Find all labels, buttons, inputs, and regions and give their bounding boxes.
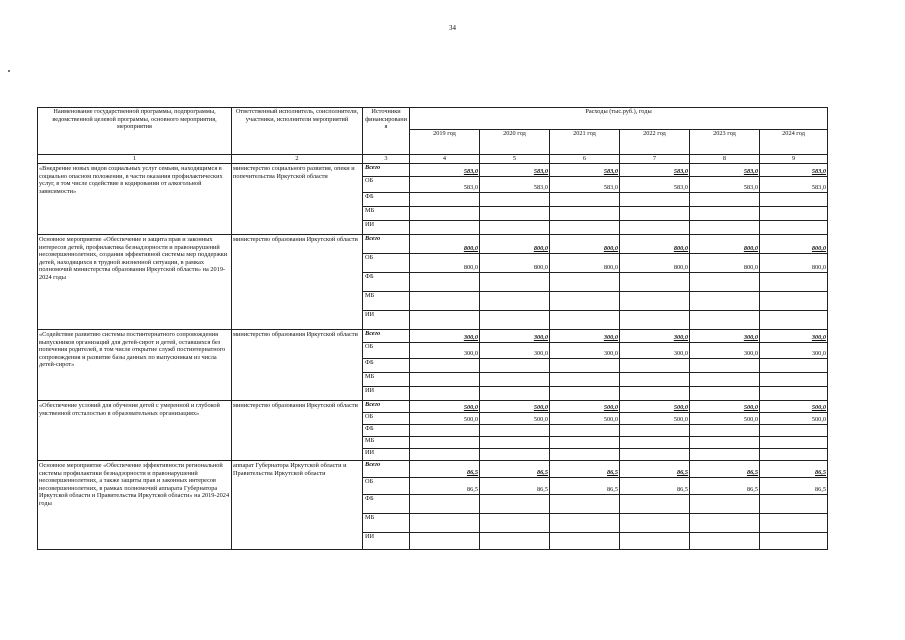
expense-value-2020-год <box>480 533 550 550</box>
expense-value-2022-год: 86,5 <box>620 461 690 478</box>
expense-value-2023-год: 800,0 <box>690 254 760 273</box>
column-number-7: 7 <box>620 155 690 164</box>
expense-value-2022-год <box>620 425 690 437</box>
expense-value-2019-год: 800,0 <box>410 235 480 254</box>
expense-value-2019-год <box>410 514 480 533</box>
funding-source: ОБ <box>363 413 410 425</box>
expense-value-2021-год: 86,5 <box>550 461 620 478</box>
expense-value-2023-год <box>690 359 760 373</box>
funding-source: ИИ <box>363 221 410 235</box>
budget-table <box>37 107 828 550</box>
expense-value-2019-год: 86,5 <box>410 478 480 495</box>
funding-source: ФБ <box>363 425 410 437</box>
funding-source: Всего <box>363 401 410 413</box>
expense-value-2024-год: 500,0 <box>760 413 828 425</box>
expense-value-2024-год: 300,0 <box>760 330 828 343</box>
expense-value-2022-год <box>620 311 690 330</box>
expense-value-2020-год: 583,0 <box>480 177 550 193</box>
funding-source: ФБ <box>363 495 410 514</box>
expense-value-2021-год <box>550 437 620 449</box>
funding-source: ФБ <box>363 193 410 207</box>
expense-value-2021-год: 583,0 <box>550 164 620 177</box>
expense-value-2021-год <box>550 359 620 373</box>
page-number: 34 <box>449 24 456 32</box>
measure-name: Основное мероприятие «Обеспечение эффективности региональной системы профилактики безнадзорности и правонарушений несовершеннолетних, а также защиты прав и законных интересов несовершеннолетних, в рамках полномочий аппарата Губернатора Иркутской области и Правительства Иркутской области» на 2019-2024 годы <box>38 461 232 550</box>
expense-value-2024-год <box>760 425 828 437</box>
expense-value-2019-год <box>410 221 480 235</box>
expense-value-2024-год: 500,0 <box>760 401 828 413</box>
year-header-4: 2023 год <box>690 130 760 155</box>
expense-value-2024-год: 583,0 <box>760 164 828 177</box>
expense-value-2022-год <box>620 514 690 533</box>
responsible-executor: министерство социального развития, опеки и попечительства Иркутской области <box>232 164 363 235</box>
expense-value-2020-год: 300,0 <box>480 330 550 343</box>
expense-value-2020-год <box>480 359 550 373</box>
expense-value-2020-год: 500,0 <box>480 401 550 413</box>
measure-name: «Внедрение новых видов социальных услуг семьям, находящимся в социально опасном положении, в части оказания профилактических услуг, в том числе содействие в кодировании от алкогольной зависимости» <box>38 164 232 235</box>
table-row <box>38 401 828 413</box>
expense-value-2019-год <box>410 292 480 311</box>
funding-source: ОБ <box>363 478 410 495</box>
column-number-5: 5 <box>480 155 550 164</box>
expense-value-2020-год <box>480 373 550 387</box>
expense-value-2022-год <box>620 193 690 207</box>
expense-value-2020-год: 800,0 <box>480 235 550 254</box>
expense-value-2024-год <box>760 533 828 550</box>
expense-value-2021-год: 800,0 <box>550 235 620 254</box>
funding-source: ИИ <box>363 533 410 550</box>
measure-name: «Обеспечение условий для обучения детей с умеренной и глубокой умственной отсталостью в образовательных организациях» <box>38 401 232 461</box>
column-number-1: 1 <box>38 155 232 164</box>
expense-value-2022-год: 583,0 <box>620 164 690 177</box>
funding-source: Всего <box>363 330 410 343</box>
expense-value-2024-год: 300,0 <box>760 343 828 359</box>
expense-value-2023-год <box>690 533 760 550</box>
table-row <box>38 461 828 478</box>
expense-value-2023-год <box>690 207 760 221</box>
funding-source: ОБ <box>363 254 410 273</box>
funding-source: МБ <box>363 373 410 387</box>
expense-value-2022-год <box>620 207 690 221</box>
expense-value-2021-год <box>550 514 620 533</box>
measure-name: «Содействие развитию системы постинтернатного сопровождения выпускников организаций для детей-сирот и детей, оставшихся без попечения родителей, в том числе открытие служб постинтернатного сопровождения и развитие базы данных по выпускникам из числа детей-сирот» <box>38 330 232 401</box>
expense-value-2024-год: 86,5 <box>760 478 828 495</box>
expense-value-2022-год <box>620 292 690 311</box>
expense-value-2024-год <box>760 221 828 235</box>
funding-source: Всего <box>363 461 410 478</box>
expense-value-2019-год <box>410 495 480 514</box>
expense-value-2020-год <box>480 425 550 437</box>
expense-value-2022-год: 500,0 <box>620 401 690 413</box>
expense-value-2020-год: 583,0 <box>480 164 550 177</box>
expense-value-2019-год <box>410 437 480 449</box>
expense-value-2021-год: 500,0 <box>550 413 620 425</box>
expense-value-2019-год <box>410 273 480 292</box>
expense-value-2021-год: 800,0 <box>550 254 620 273</box>
expense-value-2022-год <box>620 495 690 514</box>
expense-value-2024-год: 800,0 <box>760 254 828 273</box>
expense-value-2024-год: 583,0 <box>760 177 828 193</box>
expense-value-2023-год <box>690 425 760 437</box>
expense-value-2023-год: 500,0 <box>690 401 760 413</box>
expense-value-2021-год <box>550 425 620 437</box>
scan-dot <box>8 70 10 72</box>
expense-value-2019-год <box>410 193 480 207</box>
expense-value-2019-год <box>410 449 480 461</box>
expense-value-2022-год <box>620 273 690 292</box>
expense-value-2019-год: 583,0 <box>410 164 480 177</box>
expense-value-2023-год: 300,0 <box>690 343 760 359</box>
expense-value-2022-год <box>620 533 690 550</box>
expense-value-2021-год <box>550 221 620 235</box>
expense-value-2020-год <box>480 449 550 461</box>
expense-value-2019-год: 300,0 <box>410 330 480 343</box>
expense-value-2022-год: 500,0 <box>620 413 690 425</box>
expense-value-2023-год: 583,0 <box>690 177 760 193</box>
expense-value-2020-год: 86,5 <box>480 478 550 495</box>
funding-source: ФБ <box>363 273 410 292</box>
expense-value-2024-год <box>760 495 828 514</box>
expense-value-2024-год <box>760 193 828 207</box>
responsible-executor: министерство образования Иркутской области <box>232 235 363 330</box>
funding-source: ИИ <box>363 311 410 330</box>
expense-value-2021-год <box>550 449 620 461</box>
expense-value-2023-год <box>690 292 760 311</box>
expense-value-2023-год: 500,0 <box>690 413 760 425</box>
expense-value-2023-год <box>690 514 760 533</box>
expense-value-2020-год: 300,0 <box>480 343 550 359</box>
expense-value-2024-год <box>760 207 828 221</box>
expense-value-2022-год <box>620 387 690 401</box>
expense-value-2022-год <box>620 437 690 449</box>
column-number-4: 4 <box>410 155 480 164</box>
funding-source: МБ <box>363 437 410 449</box>
expense-value-2019-год: 500,0 <box>410 413 480 425</box>
responsible-executor: министерство образования Иркутской области <box>232 330 363 401</box>
expense-value-2021-год: 86,5 <box>550 478 620 495</box>
expense-value-2020-год <box>480 292 550 311</box>
header-source-column: Источники финансировани я <box>363 108 410 155</box>
expense-value-2021-год: 300,0 <box>550 343 620 359</box>
expense-value-2019-год <box>410 387 480 401</box>
measure-name: Основное мероприятие «Обеспечение и защита прав и законных интересов детей, профилактика безнадзорности и правонарушений несовершеннолетних, создания эффективной системы мер поддержки детей, находящихся в трудной жизненной ситуации, в рамках полномочий министерства образования Иркутской области» на 2019-2024 годы <box>38 235 232 330</box>
expense-value-2023-год <box>690 193 760 207</box>
responsible-executor: министерство образования Иркутской области <box>232 401 363 461</box>
expense-value-2021-год <box>550 533 620 550</box>
year-header-2: 2021 год <box>550 130 620 155</box>
expense-value-2024-год <box>760 514 828 533</box>
expense-value-2019-год: 500,0 <box>410 401 480 413</box>
expense-value-2024-год <box>760 437 828 449</box>
expense-value-2023-год: 300,0 <box>690 330 760 343</box>
expense-value-2023-год <box>690 437 760 449</box>
column-number-2: 2 <box>232 155 363 164</box>
expense-value-2019-год <box>410 373 480 387</box>
expense-value-2022-год: 300,0 <box>620 330 690 343</box>
expense-value-2022-год: 800,0 <box>620 235 690 254</box>
expense-value-2023-год <box>690 387 760 401</box>
expense-value-2021-год: 500,0 <box>550 401 620 413</box>
expense-value-2023-год <box>690 311 760 330</box>
column-number-3: 3 <box>363 155 410 164</box>
column-number-9: 9 <box>760 155 828 164</box>
expense-value-2020-год <box>480 387 550 401</box>
expense-value-2021-год <box>550 387 620 401</box>
expense-value-2023-год <box>690 495 760 514</box>
expense-value-2022-год <box>620 221 690 235</box>
expense-value-2024-год <box>760 449 828 461</box>
year-header-1: 2020 год <box>480 130 550 155</box>
header-responsible-column: Ответственный исполнитель, соисполнители, участники, исполнители мероприятий <box>232 108 363 155</box>
expense-value-2022-год: 583,0 <box>620 177 690 193</box>
expense-value-2024-год: 800,0 <box>760 235 828 254</box>
column-number-6: 6 <box>550 155 620 164</box>
expense-value-2019-год <box>410 311 480 330</box>
expense-value-2020-год <box>480 437 550 449</box>
expense-value-2021-год <box>550 193 620 207</box>
expense-value-2024-год <box>760 292 828 311</box>
expense-value-2023-год: 86,5 <box>690 461 760 478</box>
expense-value-2023-год: 800,0 <box>690 235 760 254</box>
expense-value-2019-год <box>410 359 480 373</box>
expense-value-2024-год <box>760 373 828 387</box>
year-header-0: 2019 год <box>410 130 480 155</box>
expense-value-2023-год: 583,0 <box>690 164 760 177</box>
funding-source: ФБ <box>363 359 410 373</box>
expense-value-2019-год <box>410 425 480 437</box>
expense-value-2019-год: 300,0 <box>410 343 480 359</box>
expense-value-2023-год <box>690 449 760 461</box>
expense-value-2020-год <box>480 207 550 221</box>
expense-value-2021-год: 583,0 <box>550 177 620 193</box>
expense-value-2021-год <box>550 207 620 221</box>
expense-value-2023-год <box>690 373 760 387</box>
expense-value-2022-год: 300,0 <box>620 343 690 359</box>
expense-value-2019-год: 800,0 <box>410 254 480 273</box>
expense-value-2021-год <box>550 273 620 292</box>
column-number-row <box>38 155 828 164</box>
year-header-3: 2022 год <box>620 130 690 155</box>
table-row <box>38 235 828 254</box>
funding-source: Всего <box>363 164 410 177</box>
table-row <box>38 330 828 343</box>
expense-value-2020-год: 86,5 <box>480 461 550 478</box>
funding-source: МБ <box>363 292 410 311</box>
funding-source: ОБ <box>363 343 410 359</box>
expense-value-2024-год <box>760 359 828 373</box>
funding-source: МБ <box>363 514 410 533</box>
expense-value-2019-год: 583,0 <box>410 177 480 193</box>
expense-value-2020-год <box>480 311 550 330</box>
expense-value-2020-год <box>480 193 550 207</box>
expense-value-2019-год <box>410 533 480 550</box>
expense-value-2022-год <box>620 359 690 373</box>
funding-source: ИИ <box>363 387 410 401</box>
expense-value-2021-год <box>550 495 620 514</box>
funding-source: МБ <box>363 207 410 221</box>
funding-source: ИИ <box>363 449 410 461</box>
expense-value-2021-год <box>550 311 620 330</box>
expense-value-2020-год: 500,0 <box>480 413 550 425</box>
header-name-column: Наименование государственной программы, подпрограммы, ведомственной целевой программы, основного мероприятия, мероприятия <box>38 108 232 155</box>
funding-source: ОБ <box>363 177 410 193</box>
expense-value-2023-год <box>690 273 760 292</box>
table-row <box>38 164 828 177</box>
expense-value-2020-год <box>480 514 550 533</box>
expense-value-2021-год <box>550 292 620 311</box>
expense-value-2023-год <box>690 221 760 235</box>
funding-source: Всего <box>363 235 410 254</box>
expense-value-2019-год: 86,5 <box>410 461 480 478</box>
expense-value-2023-год: 86,5 <box>690 478 760 495</box>
responsible-executor: аппарат Губернатора Иркутской области и Правительства Иркутской области <box>232 461 363 550</box>
header-expenses: Расходы (тыс.руб.), годы <box>410 108 828 130</box>
expense-value-2024-год: 86,5 <box>760 461 828 478</box>
expense-value-2019-год <box>410 207 480 221</box>
expense-value-2024-год <box>760 387 828 401</box>
year-header-5: 2024 год <box>760 130 828 155</box>
expense-value-2024-год <box>760 311 828 330</box>
expense-value-2022-год: 86,5 <box>620 478 690 495</box>
expense-value-2020-год <box>480 495 550 514</box>
expense-value-2021-год <box>550 373 620 387</box>
expense-value-2022-год: 800,0 <box>620 254 690 273</box>
expense-value-2020-год <box>480 273 550 292</box>
expense-value-2022-год <box>620 373 690 387</box>
expense-value-2024-год <box>760 273 828 292</box>
expense-value-2021-год: 300,0 <box>550 330 620 343</box>
expense-value-2020-год: 800,0 <box>480 254 550 273</box>
expense-value-2022-год <box>620 449 690 461</box>
expense-value-2020-год <box>480 221 550 235</box>
column-number-8: 8 <box>690 155 760 164</box>
